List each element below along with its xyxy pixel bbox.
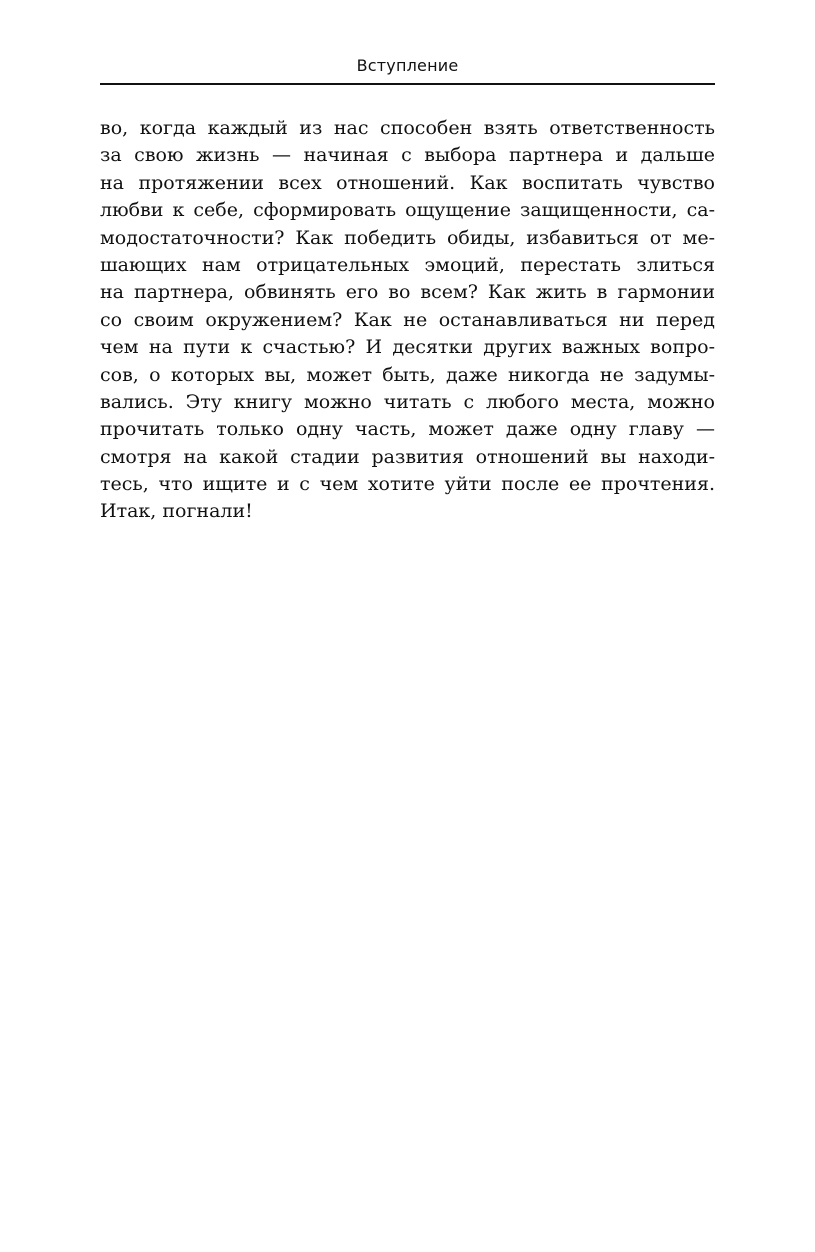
text-line: смотря на какой стадии развития отношений вы находи-	[100, 445, 715, 468]
text-line: модостаточности? Как победить обиды, избавиться от ме-	[100, 226, 715, 249]
header-rule	[100, 83, 715, 85]
text-line: со своим окружением? Как не останавливаться ни перед	[100, 308, 715, 331]
running-header: Вступление	[356, 56, 459, 75]
text-line: на партнера, обвинять его во всем? Как жить в гармонии	[100, 281, 715, 304]
text-line: вались. Эту книгу можно читать с любого места, можно	[100, 390, 715, 413]
text-line: за свою жизнь — начиная с выбора партнера и дальше	[100, 144, 715, 167]
text-line: чем на пути к счастью? И десятки других важных вопро-	[100, 336, 715, 359]
text-line: прочитать только одну часть, может даже одну главу —	[100, 418, 715, 441]
text-line: сов, о которых вы, может быть, даже никогда не задумы-	[100, 363, 715, 386]
text-line: шающих нам отрицательных эмоций, перестать злиться	[100, 253, 715, 276]
text-line: тесь, что ищите и с чем хотите уйти после ее прочтения.	[100, 473, 715, 496]
text-line: на протяжении всех отношений. Как воспитать чувство	[100, 171, 715, 194]
text-line: любви к себе, сформировать ощущение защищенности, са-	[100, 199, 715, 222]
body-text	[100, 115, 715, 526]
text-line: во, когда каждый из нас способен взять ответственность	[100, 117, 715, 139]
text-line: Итак, погнали!	[100, 500, 253, 523]
